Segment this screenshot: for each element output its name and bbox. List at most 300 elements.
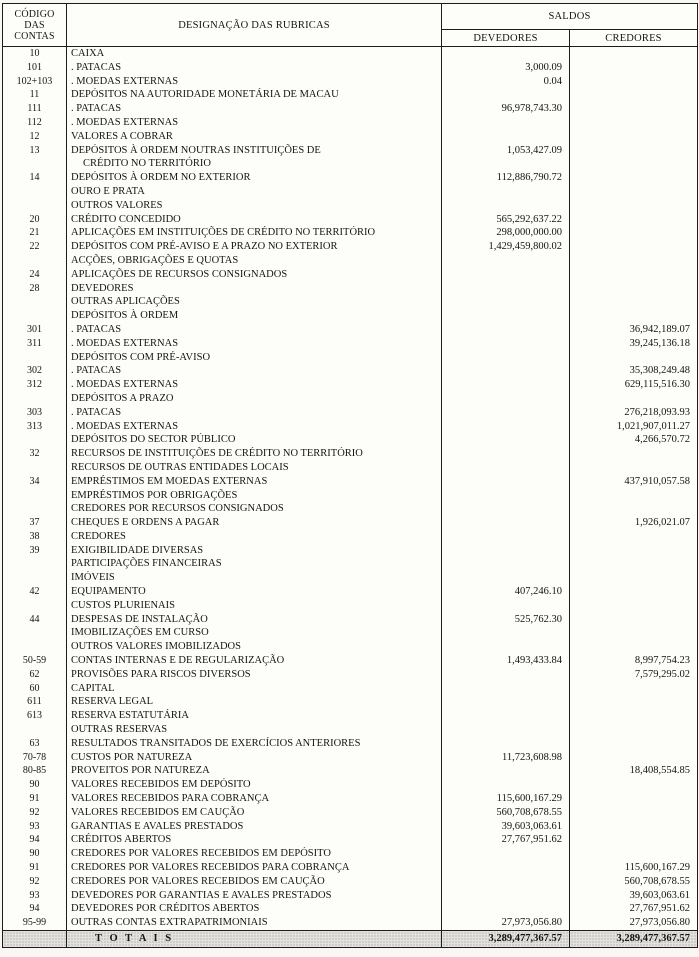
table-row [3,709,698,723]
table-row [3,875,698,889]
table-row [3,144,698,172]
rubric-label: . MOEDAS EXTERNAS [67,420,442,434]
debit-amount [442,502,570,516]
credit-amount: 1,926,021.07 [570,516,698,530]
credit-amount [570,847,698,861]
account-code [3,571,67,585]
credit-amount [570,820,698,834]
credit-amount [570,613,698,627]
table-row [3,420,698,434]
debit-amount: 112,886,790.72 [442,171,570,185]
rubric-label: EMPRÉSTIMOS POR OBRIGAÇÕES [67,489,442,503]
debit-amount [442,889,570,903]
debit-amount [442,337,570,351]
rubric-label: RESULTADOS TRANSITADOS DE EXERCÍCIOS ANTERIORES [67,737,442,751]
rubric-label: CREDORES POR VALORES RECEBIDOS EM CAUÇÃO [67,875,442,889]
debit-amount: 565,292,637.22 [442,213,570,227]
rubric-label: OUTROS VALORES IMOBILIZADOS [67,640,442,654]
account-code [3,489,67,503]
rubric-label: DEPÓSITOS À ORDEM NOUTRAS INSTITUIÇÕES DE CRÉDITO NO TERRITÓRIO [67,144,442,172]
totals-debit-amount: 3,289,477,367.57 [442,931,570,948]
account-code: 93 [3,820,67,834]
credit-amount [570,254,698,268]
credit-amount [570,213,698,227]
document-page [2,3,698,948]
debit-amount: 27,973,056.80 [442,916,570,930]
table-body [3,47,698,931]
credit-amount: 7,579,295.02 [570,668,698,682]
header-saldos: SALDOS [442,4,698,30]
credit-amount [570,682,698,696]
rubric-label: DEPÓSITOS COM PRÉ-AVISO E A PRAZO NO EXTERIOR [67,240,442,254]
debit-amount: 560,708,678.55 [442,806,570,820]
account-code: 60 [3,682,67,696]
rubric-label: . PATACAS [67,102,442,116]
debit-amount [442,295,570,309]
rubric-label: APLICAÇÕES EM INSTITUIÇÕES DE CRÉDITO NO TERRITÓRIO [67,226,442,240]
account-code: 101 [3,61,67,75]
rubric-label: . PATACAS [67,61,442,75]
credit-amount [570,268,698,282]
debit-amount: 11,723,608.98 [442,751,570,765]
header-code-line1: CÓDIGO [14,8,55,20]
account-code: 111 [3,102,67,116]
rubric-label: EQUIPAMENTO [67,585,442,599]
table-row [3,613,698,627]
table-row [3,337,698,351]
rubric-label: CREDORES POR VALORES RECEBIDOS EM DEPÓSITO [67,847,442,861]
debit-amount [442,626,570,640]
account-code: 102+103 [3,75,67,89]
table-row [3,309,698,323]
debit-amount: 39,603,063.61 [442,820,570,834]
table-row [3,268,698,282]
table-row [3,889,698,903]
credit-amount [570,737,698,751]
debit-amount: 0.04 [442,75,570,89]
credit-amount [570,144,698,172]
table-row [3,861,698,875]
rubric-label: CUSTOS POR NATUREZA [67,751,442,765]
table-row [3,571,698,585]
account-code: 28 [3,282,67,296]
rubric-label: CONTAS INTERNAS E DE REGULARIZAÇÃO [67,654,442,668]
account-code: 112 [3,116,67,130]
debit-amount [442,709,570,723]
credit-amount [570,392,698,406]
credit-amount: 437,910,057.58 [570,475,698,489]
account-code [3,557,67,571]
credit-amount [570,585,698,599]
table-row [3,392,698,406]
account-code: 39 [3,544,67,558]
table-row [3,282,698,296]
debit-amount [442,309,570,323]
rubric-label: CREDORES [67,530,442,544]
debit-amount [442,902,570,916]
rubric-label: APLICAÇÕES DE RECURSOS CONSIGNADOS [67,268,442,282]
table-row [3,668,698,682]
account-code [3,502,67,516]
table-row [3,557,698,571]
table-row [3,199,698,213]
debit-amount: 115,600,167.29 [442,792,570,806]
debit-amount [442,599,570,613]
credit-amount [570,282,698,296]
account-code: 32 [3,447,67,461]
rubric-label: RECURSOS DE OUTRAS ENTIDADES LOCAIS [67,461,442,475]
account-code [3,185,67,199]
table-row [3,240,698,254]
debit-amount [442,364,570,378]
table-row [3,102,698,116]
credit-amount [570,571,698,585]
rubric-label: DEVEDORES [67,282,442,296]
debit-amount [442,778,570,792]
credit-amount [570,530,698,544]
table-row [3,902,698,916]
header-devedores-column: DEVEDORES [442,30,570,47]
credit-amount [570,792,698,806]
debit-amount [442,116,570,130]
debit-amount [442,254,570,268]
header-code-line3: CONTAS [14,30,55,42]
credit-amount [570,309,698,323]
table-row [3,88,698,102]
credit-amount [570,557,698,571]
account-code: 42 [3,585,67,599]
rubric-label: OUTRAS CONTAS EXTRAPATRIMONIAIS [67,916,442,930]
table-row [3,640,698,654]
table-row [3,599,698,613]
table-row [3,323,698,337]
account-code: 91 [3,792,67,806]
rubric-label: DEVEDORES POR GARANTIAS E AVALES PRESTADOS [67,889,442,903]
credit-amount: 35,308,249.48 [570,364,698,378]
account-code: 70-78 [3,751,67,765]
table-row [3,820,698,834]
account-code: 95-99 [3,916,67,930]
credit-amount [570,489,698,503]
credit-amount [570,640,698,654]
account-code: 38 [3,530,67,544]
table-row [3,654,698,668]
account-code: 313 [3,420,67,434]
account-code: 302 [3,364,67,378]
account-code [3,351,67,365]
rubric-label: ACÇÕES, OBRIGAÇÕES E QUOTAS [67,254,442,268]
credit-amount [570,295,698,309]
credit-amount [570,351,698,365]
debit-amount: 1,053,427.09 [442,144,570,172]
table-row [3,544,698,558]
table-row [3,626,698,640]
credit-amount [570,199,698,213]
table-row [3,695,698,709]
debit-amount [442,130,570,144]
account-code [3,254,67,268]
account-code: 12 [3,130,67,144]
table-row [3,213,698,227]
credit-amount: 27,973,056.80 [570,916,698,930]
debit-amount [442,557,570,571]
rubric-label: DEPÓSITOS DO SECTOR PÚBLICO [67,433,442,447]
account-code: 34 [3,475,67,489]
debit-amount: 525,762.30 [442,613,570,627]
table-row [3,682,698,696]
debit-amount: 1,429,459,800.02 [442,240,570,254]
account-code: 50-59 [3,654,67,668]
account-code: 613 [3,709,67,723]
account-code: 94 [3,902,67,916]
debit-amount [442,433,570,447]
table-row [3,833,698,847]
account-code [3,461,67,475]
table-row [3,502,698,516]
debit-amount: 96,978,743.30 [442,102,570,116]
account-code: 80-85 [3,764,67,778]
table-row [3,447,698,461]
table-row [3,585,698,599]
rubric-label: OUTROS VALORES [67,199,442,213]
debit-amount [442,47,570,61]
totals-code-cell [3,931,67,948]
rubric-label: CRÉDITOS ABERTOS [67,833,442,847]
credit-amount [570,102,698,116]
account-code [3,433,67,447]
account-code: 92 [3,875,67,889]
debit-amount [442,875,570,889]
credit-amount [570,709,698,723]
account-code: 14 [3,171,67,185]
account-code: 37 [3,516,67,530]
credit-amount [570,447,698,461]
rubric-label: PROVISÕES PARA RISCOS DIVERSOS [67,668,442,682]
account-code [3,199,67,213]
credit-amount [570,226,698,240]
table-row [3,723,698,737]
table-row [3,530,698,544]
debit-amount [442,847,570,861]
debit-amount [442,489,570,503]
rubric-label: CUSTOS PLURIENAIS [67,599,442,613]
credit-amount: 39,603,063.61 [570,889,698,903]
account-code [3,295,67,309]
account-code: 20 [3,213,67,227]
rubric-label: RESERVA LEGAL [67,695,442,709]
account-code: 91 [3,861,67,875]
credit-amount [570,185,698,199]
debit-amount [442,544,570,558]
account-code: 11 [3,88,67,102]
table-row [3,295,698,309]
credit-amount [570,171,698,185]
credit-amount [570,116,698,130]
account-code [3,392,67,406]
table-header [3,4,698,47]
debit-amount [442,571,570,585]
account-code: 611 [3,695,67,709]
credit-amount [570,778,698,792]
credit-amount [570,695,698,709]
table-row [3,461,698,475]
rubric-label: GARANTIAS E AVALES PRESTADOS [67,820,442,834]
credit-amount: 4,266,570.72 [570,433,698,447]
account-code: 311 [3,337,67,351]
table-row [3,792,698,806]
account-code: 312 [3,378,67,392]
totals-credit-amount: 3,289,477,367.57 [570,931,698,948]
debit-amount: 298,000,000.00 [442,226,570,240]
rubric-label: CREDORES POR RECURSOS CONSIGNADOS [67,502,442,516]
rubric-label: VALORES A COBRAR [67,130,442,144]
table-row [3,764,698,778]
rubric-label: PARTICIPAÇÕES FINANCEIRAS [67,557,442,571]
account-code [3,640,67,654]
credit-amount [570,130,698,144]
rubric-label: . PATACAS [67,323,442,337]
rubric-label: EXIGIBILIDADE DIVERSAS [67,544,442,558]
debit-amount [442,461,570,475]
credit-amount: 36,942,189.07 [570,323,698,337]
account-code: 21 [3,226,67,240]
account-code [3,599,67,613]
debit-amount: 27,767,951.62 [442,833,570,847]
rubric-label: DEPÓSITOS NA AUTORIDADE MONETÁRIA DE MACAU [67,88,442,102]
rubric-label: DEPÓSITOS A PRAZO [67,392,442,406]
table-row [3,516,698,530]
header-credores-column: CREDORES [570,30,698,47]
rubric-label: CAPITAL [67,682,442,696]
table-row [3,916,698,930]
table-row [3,406,698,420]
rubric-label: CAIXA [67,47,442,61]
credit-amount [570,502,698,516]
debit-amount [442,323,570,337]
credit-amount [570,61,698,75]
rubric-label: OUTRAS RESERVAS [67,723,442,737]
credit-amount [570,75,698,89]
credit-amount: 27,767,951.62 [570,902,698,916]
debit-amount [442,695,570,709]
rubric-label: . PATACAS [67,406,442,420]
debit-amount [442,640,570,654]
rubric-label: CREDORES POR VALORES RECEBIDOS PARA COBRANÇA [67,861,442,875]
account-code: 10 [3,47,67,61]
debit-amount [442,185,570,199]
table-row [3,171,698,185]
table-footer [3,931,698,948]
credit-amount: 39,245,136.18 [570,337,698,351]
debit-amount [442,351,570,365]
account-code: 44 [3,613,67,627]
table-row [3,130,698,144]
rubric-label: OUTRAS APLICAÇÕES [67,295,442,309]
table-row [3,751,698,765]
credit-amount: 560,708,678.55 [570,875,698,889]
credit-amount: 276,218,093.93 [570,406,698,420]
debit-amount [442,861,570,875]
debit-amount [442,378,570,392]
debit-amount [442,199,570,213]
table-row [3,806,698,820]
table-row [3,351,698,365]
rubric-label: IMOBILIZAÇÕES EM CURSO [67,626,442,640]
debit-amount [442,530,570,544]
credit-amount [570,544,698,558]
debit-amount [442,447,570,461]
credit-amount [570,47,698,61]
table-row [3,737,698,751]
account-code: 62 [3,668,67,682]
totals-label: T O T A I S [67,931,442,948]
header-designation-column: DESIGNAÇÃO DAS RUBRICAS [67,4,442,47]
credit-amount: 18,408,554.85 [570,764,698,778]
debit-amount [442,516,570,530]
rubric-label: CRÉDITO CONCEDIDO [67,213,442,227]
table-row [3,75,698,89]
account-code: 301 [3,323,67,337]
table-row [3,489,698,503]
account-code: 90 [3,847,67,861]
account-code: 63 [3,737,67,751]
debit-amount [442,475,570,489]
credit-amount [570,833,698,847]
table-row [3,185,698,199]
debit-amount [442,682,570,696]
account-code: 22 [3,240,67,254]
account-code: 24 [3,268,67,282]
debit-amount [442,420,570,434]
rubric-label: CHEQUES E ORDENS A PAGAR [67,516,442,530]
debit-amount [442,268,570,282]
table-row [3,433,698,447]
debit-amount [442,282,570,296]
account-code: 92 [3,806,67,820]
debit-amount: 1,493,433.84 [442,654,570,668]
rubric-label: . PATACAS [67,364,442,378]
rubric-label: DEPÓSITOS À ORDEM NO EXTERIOR [67,171,442,185]
table-row [3,378,698,392]
rubric-label: . MOEDAS EXTERNAS [67,378,442,392]
table-row [3,254,698,268]
credit-amount [570,751,698,765]
account-code [3,309,67,323]
debit-amount: 3,000.09 [442,61,570,75]
debit-amount [442,723,570,737]
account-code: 303 [3,406,67,420]
credit-amount [570,626,698,640]
account-code [3,626,67,640]
credit-amount [570,461,698,475]
table-row [3,61,698,75]
table-row [3,475,698,489]
rubric-label: RESERVA ESTATUTÁRIA [67,709,442,723]
rubric-label: . MOEDAS EXTERNAS [67,337,442,351]
rubric-label: . MOEDAS EXTERNAS [67,116,442,130]
header-code-column [3,4,67,47]
rubric-label: . MOEDAS EXTERNAS [67,75,442,89]
rubric-label: DEPÓSITOS À ORDEM [67,309,442,323]
header-code-line2: DAS [24,19,45,31]
table-row [3,47,698,61]
table-row [3,116,698,130]
credit-amount: 115,600,167.29 [570,861,698,875]
account-code [3,723,67,737]
table-row [3,364,698,378]
account-code: 90 [3,778,67,792]
credit-amount [570,88,698,102]
